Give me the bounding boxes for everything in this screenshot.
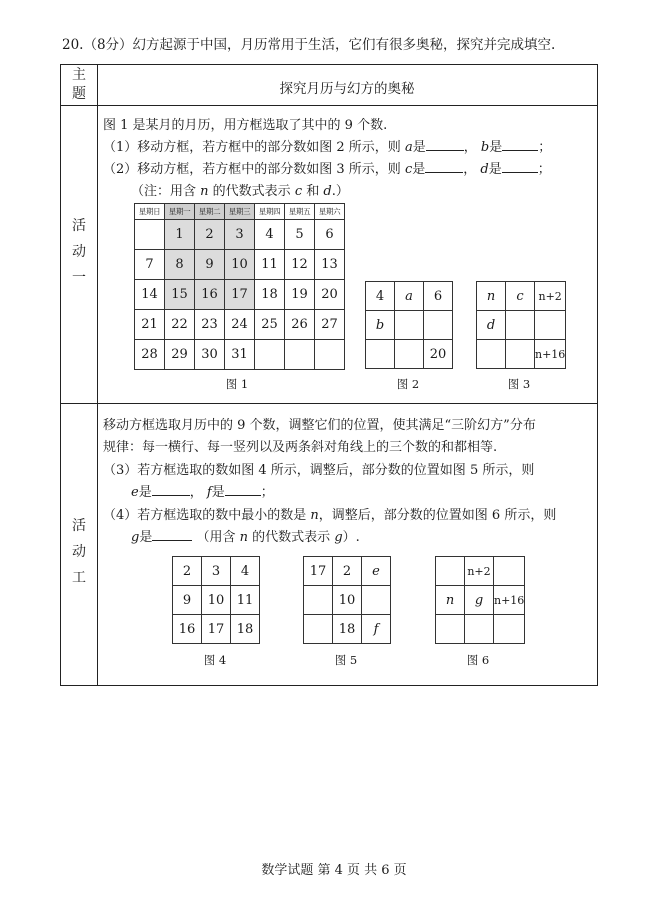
- figure3-grid: [476, 281, 566, 369]
- question-3-line1: （3）若方框选取的数如图 4 所示，调整后，部分数的位置如图 5 所示，则: [103, 463, 535, 478]
- grid-cell: 3: [202, 557, 231, 586]
- calendar-cell: [135, 220, 165, 250]
- grid-cell: n+16: [494, 586, 525, 615]
- grid-cell: c: [506, 282, 535, 311]
- figure2-caption: 图 2: [396, 377, 420, 391]
- grid-cell: b: [366, 311, 395, 340]
- calendar-cell: [315, 340, 345, 370]
- grid-cell: 4: [231, 557, 260, 586]
- figure3-caption: 图 3: [507, 377, 531, 391]
- calendar-cell-selected: 2: [195, 220, 225, 250]
- grid-cell: [362, 586, 391, 615]
- calendar-cell: 26: [285, 310, 315, 340]
- grid-cell: 4: [366, 282, 395, 311]
- activity2-label: 活 动 工: [72, 518, 86, 586]
- calendar-header: 星期一: [165, 204, 195, 220]
- grid-cell: [477, 340, 506, 369]
- activity2-intro-line2: 规律：每一横行、每一竖列以及两条斜对角线上的三个数的和都相等.: [103, 440, 498, 455]
- grid-cell: [506, 311, 535, 340]
- grid-cell: [494, 557, 525, 586]
- figure2-grid: [365, 281, 453, 369]
- calendar-header: 星期六: [315, 204, 345, 220]
- grid-cell: 11: [231, 586, 260, 615]
- figure6-caption: 图 6: [466, 653, 490, 667]
- calendar-cell: 13: [315, 250, 345, 280]
- calendar-cell: 18: [255, 280, 285, 310]
- grid-cell: 10: [333, 586, 362, 615]
- question-title: 20.（8分）幻方起源于中国，月历常用于生活，它们有很多奥秘，探究并完成填空.: [62, 37, 556, 53]
- calendar-cell: 30: [195, 340, 225, 370]
- answer-blank-b[interactable]: [502, 138, 538, 151]
- question-4-line2: g是 （用含 n 的代数式表示 g）.: [131, 530, 360, 545]
- calendar-header: 星期五: [285, 204, 315, 220]
- calendar-cell: 21: [135, 310, 165, 340]
- grid-cell: [465, 615, 494, 644]
- grid-cell: [366, 340, 395, 369]
- grid-cell: e: [362, 557, 391, 586]
- question-2: （2）移动方框，若方框中的部分数如图 3 所示，则 c是 ， d是 ；: [103, 162, 551, 177]
- calendar-cell-selected: 15: [165, 280, 195, 310]
- grid-cell: a: [395, 282, 424, 311]
- grid-cell: 16: [173, 615, 202, 644]
- grid-cell: n: [436, 586, 465, 615]
- calendar-cell: 31: [225, 340, 255, 370]
- figure5-caption: 图 5: [334, 653, 358, 667]
- grid-cell: n+2: [535, 282, 566, 311]
- calendar-cell: 27: [315, 310, 345, 340]
- calendar-cell-selected: 1: [165, 220, 195, 250]
- calendar-cell: 22: [165, 310, 195, 340]
- calendar-cell: 24: [225, 310, 255, 340]
- calendar-cell: 6: [315, 220, 345, 250]
- topic-header: 探究月历与幻方的奥秘: [279, 81, 415, 97]
- calendar-cell: 7: [135, 250, 165, 280]
- calendar-cell: 12: [285, 250, 315, 280]
- figure1-calendar: [134, 203, 345, 370]
- calendar-cell-selected: 16: [195, 280, 225, 310]
- grid-cell: [304, 586, 333, 615]
- calendar-cell: 14: [135, 280, 165, 310]
- calendar-cell: 29: [165, 340, 195, 370]
- grid-cell: 18: [333, 615, 362, 644]
- calendar-cell: 23: [195, 310, 225, 340]
- grid-cell: 18: [231, 615, 260, 644]
- column-divider: [97, 65, 98, 685]
- row-divider-header: [61, 105, 597, 106]
- grid-cell: [395, 311, 424, 340]
- figure4-caption: 图 4: [203, 653, 227, 667]
- calendar-header: 星期日: [135, 204, 165, 220]
- question-1: （1）移动方框，若方框中的部分数如图 2 所示，则 a是 ， b是 ；: [103, 140, 552, 155]
- calendar-cell-selected: 8: [165, 250, 195, 280]
- row-divider-activity: [61, 403, 597, 404]
- subject-header: 主 题: [72, 67, 86, 102]
- grid-cell: 9: [173, 586, 202, 615]
- grid-cell: [436, 615, 465, 644]
- calendar-cell: [255, 340, 285, 370]
- calendar-cell: 11: [255, 250, 285, 280]
- calendar-cell: 4: [255, 220, 285, 250]
- grid-cell: n+2: [465, 557, 494, 586]
- grid-cell: 20: [424, 340, 453, 369]
- calendar-header: 星期二: [195, 204, 225, 220]
- grid-cell: [424, 311, 453, 340]
- answer-blank-a[interactable]: [426, 138, 464, 151]
- calendar-cell-selected: 10: [225, 250, 255, 280]
- grid-cell: f: [362, 615, 391, 644]
- calendar-cell: 20: [315, 280, 345, 310]
- calendar-cell-selected: 9: [195, 250, 225, 280]
- note-line: （注：用含 n 的代数式表示 c 和 d.）: [131, 184, 349, 199]
- activity1-label: 活 动 一: [72, 218, 86, 286]
- grid-cell: g: [465, 586, 494, 615]
- answer-blank-d[interactable]: [502, 160, 538, 173]
- grid-cell: 2: [333, 557, 362, 586]
- question-3-line2: e是 ， f是 ；: [131, 485, 274, 500]
- grid-cell: 10: [202, 586, 231, 615]
- calendar-cell: 28: [135, 340, 165, 370]
- calendar-cell-selected: 3: [225, 220, 255, 250]
- calendar-cell: [285, 340, 315, 370]
- grid-cell: 2: [173, 557, 202, 586]
- grid-cell: [395, 340, 424, 369]
- calendar-header: 星期三: [225, 204, 255, 220]
- grid-cell: [506, 340, 535, 369]
- figure4-grid: [172, 556, 260, 644]
- page-footer: 数学试题 第 4 页 共 6 页: [261, 863, 407, 878]
- grid-cell: 6: [424, 282, 453, 311]
- answer-blank-c[interactable]: [425, 160, 463, 173]
- activity1-intro: 图 1 是某月的月历，用方框选取了其中的 9 个数.: [103, 118, 388, 133]
- activity2-intro-line1: 移动方框选取月历中的 9 个数，调整它们的位置，使其满足“三阶幻方”分布: [103, 418, 536, 433]
- figure1-caption: 图 1: [225, 377, 249, 391]
- figure6-grid: [435, 556, 525, 644]
- grid-cell: d: [477, 311, 506, 340]
- grid-cell: n: [477, 282, 506, 311]
- calendar-cell: 25: [255, 310, 285, 340]
- grid-cell: [535, 311, 566, 340]
- grid-cell: [304, 615, 333, 644]
- calendar-cell-selected: 17: [225, 280, 255, 310]
- calendar-header: 星期四: [255, 204, 285, 220]
- answer-blank-g[interactable]: [152, 528, 192, 541]
- grid-cell: 17: [304, 557, 333, 586]
- calendar-cell: 19: [285, 280, 315, 310]
- answer-blank-e[interactable]: [152, 483, 190, 496]
- grid-cell: 17: [202, 615, 231, 644]
- figure5-grid: [303, 556, 391, 644]
- grid-cell: n+16: [535, 340, 566, 369]
- grid-cell: [436, 557, 465, 586]
- question-4-line1: （4）若方框选取的数中最小的数是 n，调整后，部分数的位置如图 6 所示，则: [103, 508, 557, 523]
- grid-cell: [494, 615, 525, 644]
- calendar-cell: 5: [285, 220, 315, 250]
- answer-blank-f[interactable]: [225, 483, 261, 496]
